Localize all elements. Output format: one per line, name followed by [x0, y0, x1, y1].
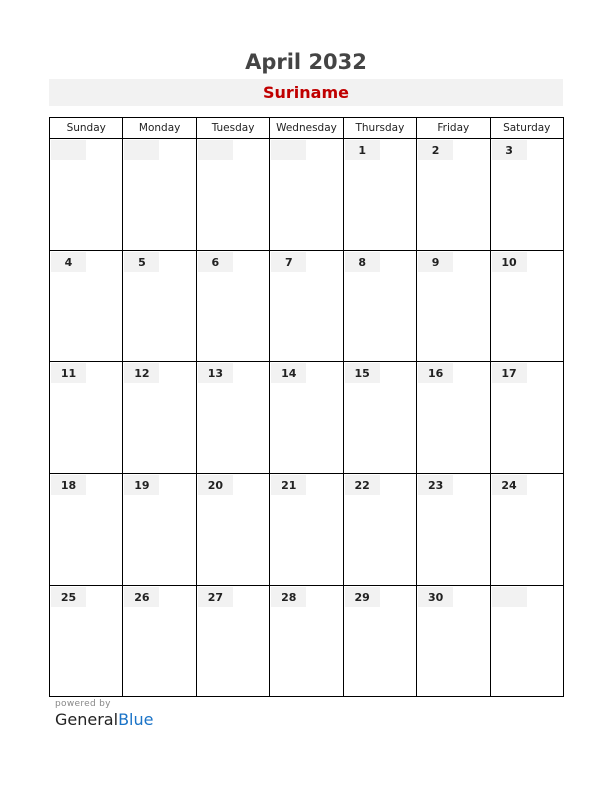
day-number: 20	[198, 475, 233, 495]
day-cell	[50, 362, 123, 474]
day-cell	[417, 362, 490, 474]
day-cell	[270, 251, 343, 363]
day-number: 7	[271, 252, 306, 272]
day-number: 14	[271, 363, 306, 383]
day-cell	[123, 586, 196, 698]
day-number: 8	[345, 252, 380, 272]
day-cell	[344, 362, 417, 474]
day-number	[271, 140, 306, 160]
day-number: 3	[492, 140, 527, 160]
weekday-monday: Monday	[123, 118, 196, 139]
day-cell	[50, 474, 123, 586]
day-number: 21	[271, 475, 306, 495]
day-number: 16	[418, 363, 453, 383]
day-cell	[270, 586, 343, 698]
day-cell	[491, 362, 564, 474]
week-row-3	[50, 362, 564, 474]
month-title: April 2032	[245, 50, 367, 74]
day-cell	[491, 251, 564, 363]
day-cell	[491, 139, 564, 251]
day-cell	[123, 251, 196, 363]
day-cell	[270, 474, 343, 586]
weekday-friday: Friday	[417, 118, 490, 139]
day-number: 12	[124, 363, 159, 383]
week-row-1	[50, 139, 564, 251]
day-cell	[123, 139, 196, 251]
day-cell	[491, 586, 564, 698]
day-number: 29	[345, 587, 380, 607]
day-cell	[197, 139, 270, 251]
weekday-tuesday: Tuesday	[197, 118, 270, 139]
brand-general-text: General	[55, 710, 119, 729]
generalblue-logo[interactable]	[55, 711, 175, 729]
day-number: 11	[51, 363, 86, 383]
day-cell	[123, 474, 196, 586]
day-number: 1	[345, 140, 380, 160]
day-cell	[50, 251, 123, 363]
calendar-grid	[49, 117, 564, 697]
day-cell	[344, 474, 417, 586]
weekday-thursday: Thursday	[344, 118, 417, 139]
day-cell	[197, 362, 270, 474]
day-number: 5	[124, 252, 159, 272]
day-cell	[417, 251, 490, 363]
day-cell	[50, 586, 123, 698]
weekday-header-row	[50, 118, 564, 139]
day-number: 28	[271, 587, 306, 607]
day-number: 18	[51, 475, 86, 495]
day-cell	[491, 474, 564, 586]
day-number: 24	[492, 475, 527, 495]
footer-branding	[55, 699, 175, 735]
day-cell	[270, 139, 343, 251]
day-cell	[197, 586, 270, 698]
day-cell	[344, 139, 417, 251]
day-number	[51, 140, 86, 160]
day-cell	[344, 586, 417, 698]
country-name: Suriname	[263, 83, 349, 102]
day-number: 22	[345, 475, 380, 495]
week-row-5	[50, 586, 564, 698]
day-cell	[197, 251, 270, 363]
weekday-wednesday: Wednesday	[270, 118, 343, 139]
day-cell	[417, 139, 490, 251]
day-number: 6	[198, 252, 233, 272]
day-number: 2	[418, 140, 453, 160]
day-cell	[197, 474, 270, 586]
day-cell	[123, 362, 196, 474]
country-banner	[49, 79, 563, 106]
day-number: 30	[418, 587, 453, 607]
day-cell	[50, 139, 123, 251]
brand-blue-text: Blue	[118, 710, 154, 729]
day-cell	[417, 474, 490, 586]
day-number: 19	[124, 475, 159, 495]
day-number	[198, 140, 233, 160]
day-number: 15	[345, 363, 380, 383]
powered-by-label: powered by	[55, 699, 111, 709]
day-number: 27	[198, 587, 233, 607]
day-number	[124, 140, 159, 160]
week-row-2	[50, 251, 564, 363]
day-cell	[417, 586, 490, 698]
day-number: 13	[198, 363, 233, 383]
day-number: 9	[418, 252, 453, 272]
day-number: 17	[492, 363, 527, 383]
day-cell	[270, 362, 343, 474]
weekday-sunday: Sunday	[50, 118, 123, 139]
day-number	[492, 587, 527, 607]
day-number: 26	[124, 587, 159, 607]
weekday-saturday: Saturday	[491, 118, 564, 139]
week-row-4	[50, 474, 564, 586]
day-number: 25	[51, 587, 86, 607]
day-number: 4	[51, 252, 86, 272]
day-number: 23	[418, 475, 453, 495]
day-number: 10	[492, 252, 527, 272]
day-cell	[344, 251, 417, 363]
